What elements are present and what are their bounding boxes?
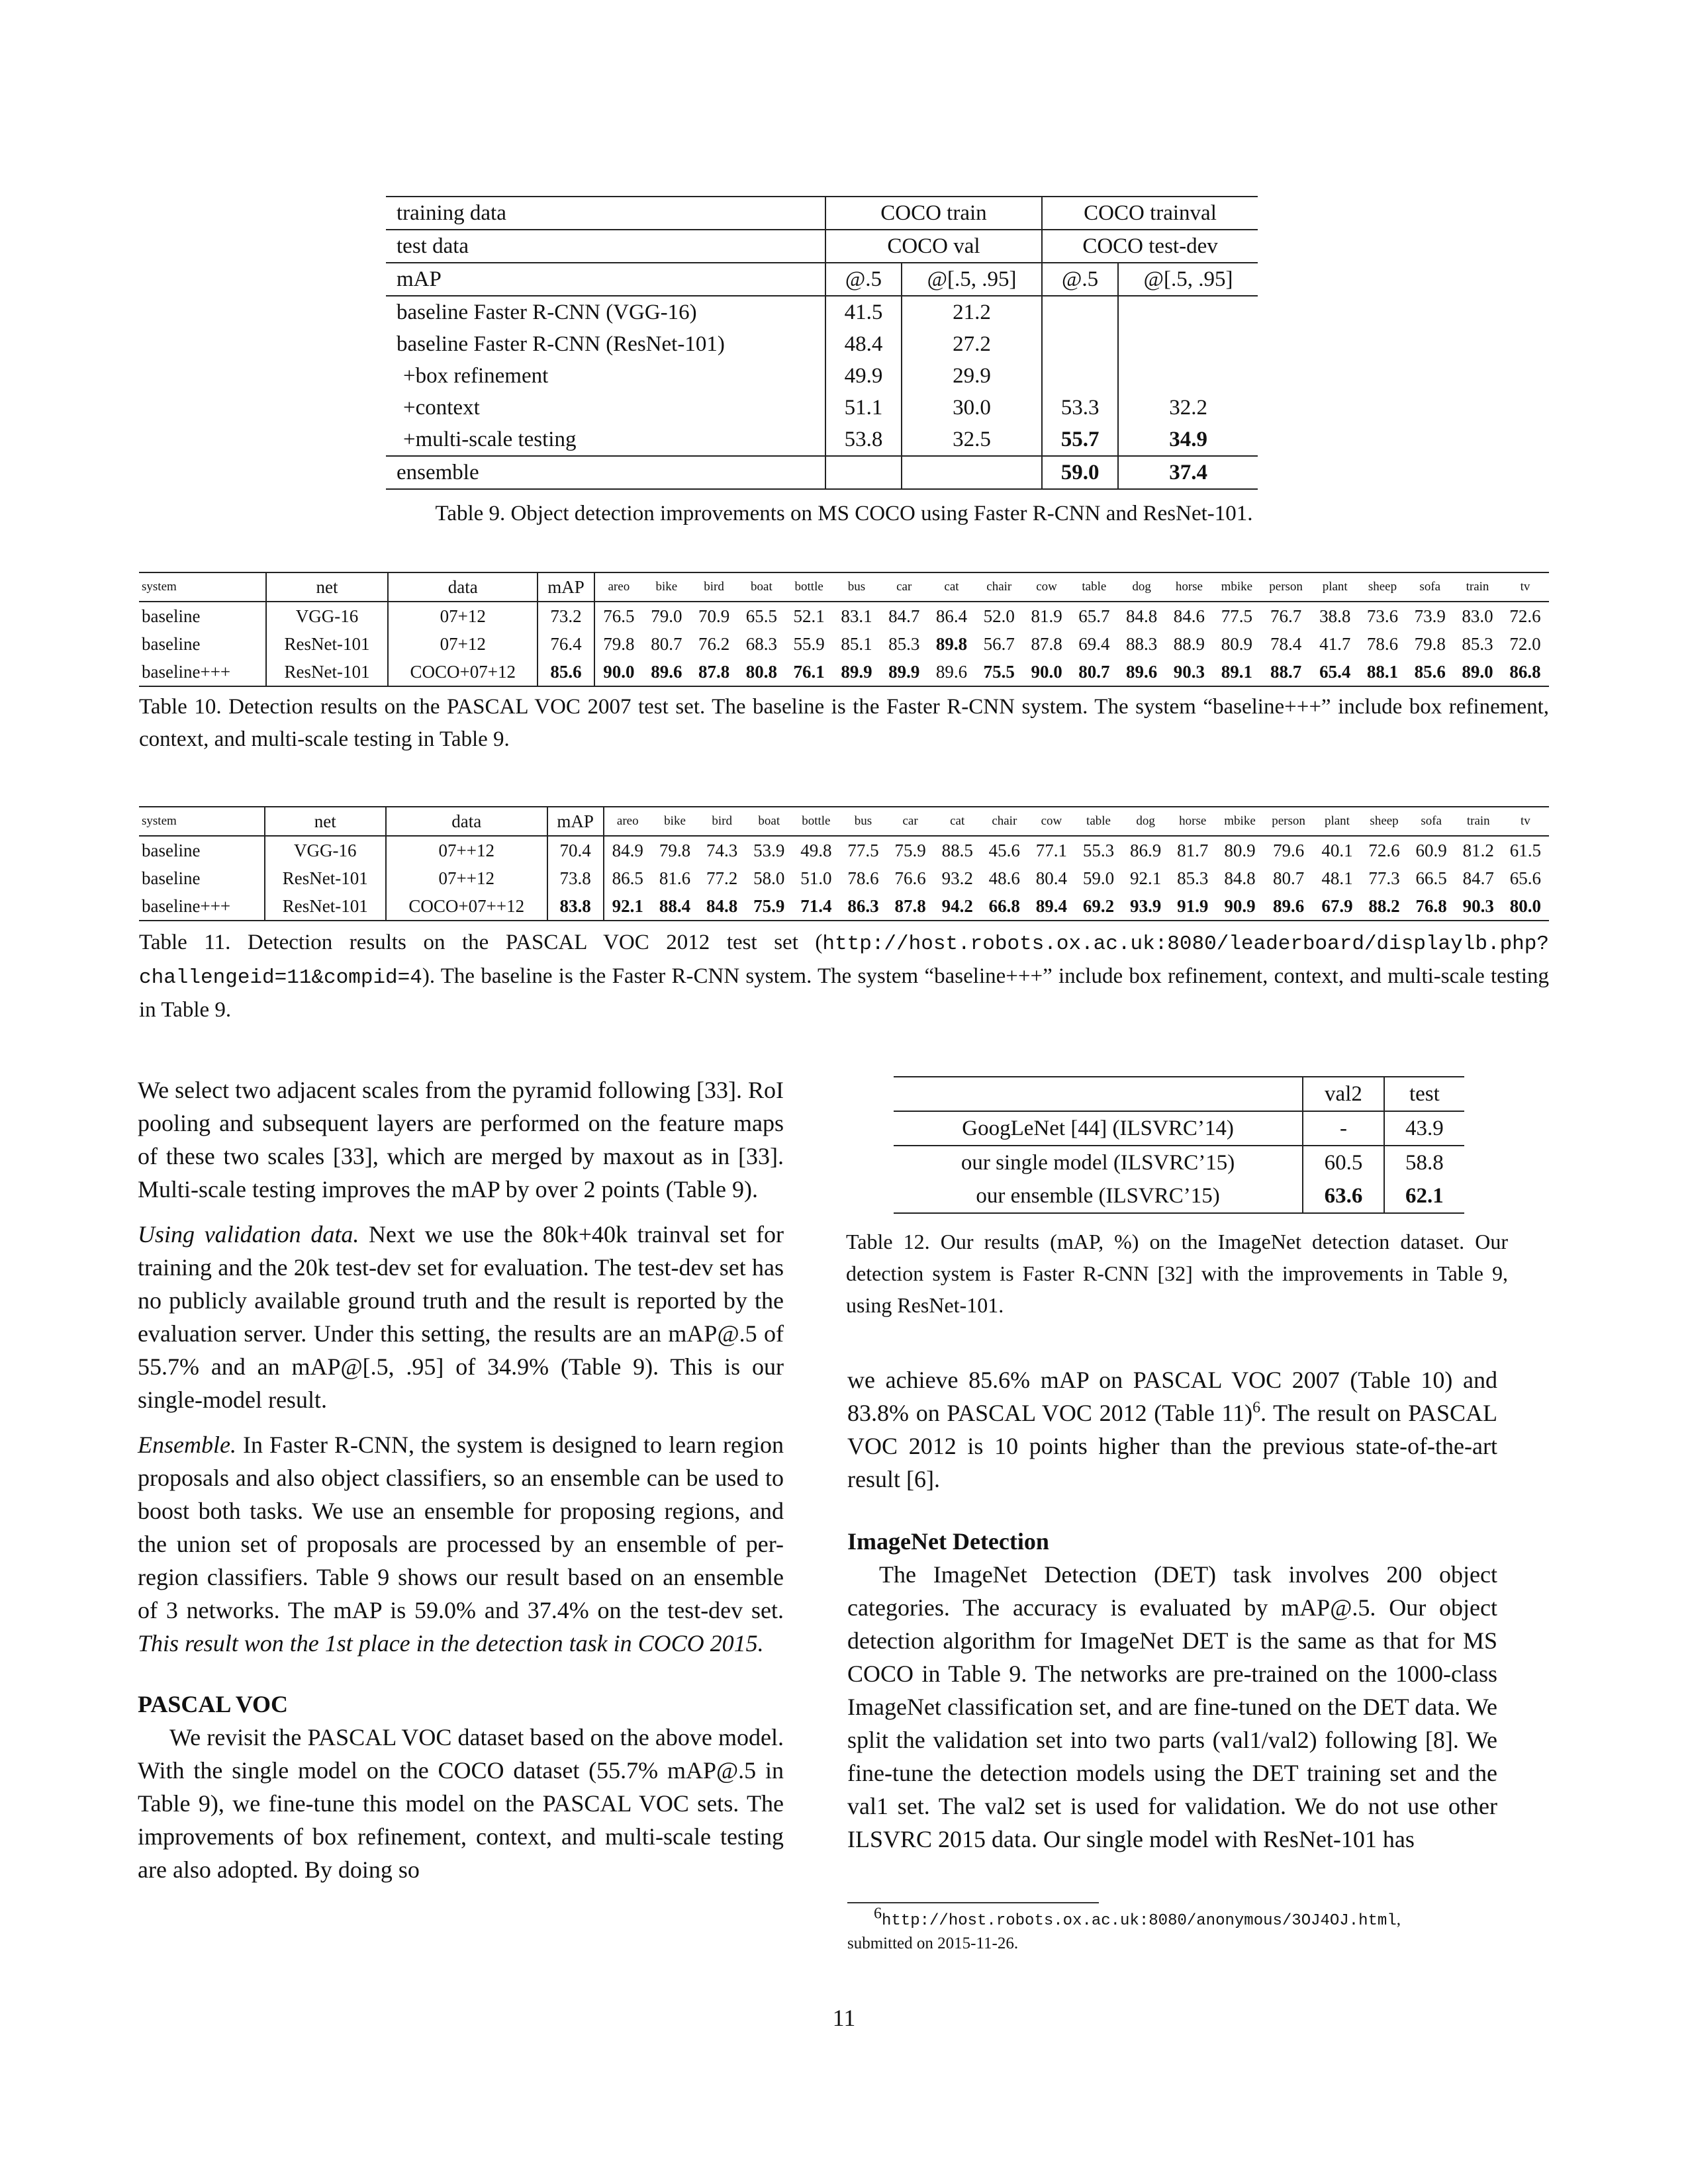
table-header-cell: sheep <box>1361 807 1408 836</box>
table-cell: 48.6 <box>988 868 1020 888</box>
table-row <box>386 424 1258 456</box>
table-header-cell: person <box>1260 572 1311 602</box>
table-cell: 51.0 <box>800 868 832 888</box>
table-header-cell: bottle <box>792 807 839 836</box>
table-cell: 65.6 <box>1509 868 1542 888</box>
paragraph: we achieve 85.6% mAP on PASCAL VOC 2007 (Table 10) and 83.8% on PASCAL VOC 2012 (Table 11)$^6$. The result on PASCAL VOC 2012 is 10 points higher than the previous state-of-the-art result [6]. <box>847 1367 1497 1492</box>
table-header-cell: bus <box>839 807 886 836</box>
table-cell: 77.2 <box>706 868 738 888</box>
table-cell: 93.9 <box>1122 892 1169 921</box>
table-cell: our ensemble (ILSVRC’15) <box>894 1179 1303 1213</box>
table-cell: 34.9 <box>1169 428 1207 451</box>
table-cell: 43.9 <box>1384 1111 1464 1146</box>
table-row <box>894 1146 1464 1179</box>
table-cell: 89.0 <box>1454 658 1501 686</box>
table-cell: 37.4 <box>1118 456 1258 489</box>
table-cell: 70.4 <box>547 836 604 864</box>
table-cell: 49.8 <box>800 841 832 860</box>
table-cell: VGG-16 <box>265 836 386 864</box>
table-cell: 80.9 <box>1221 634 1252 654</box>
table-cell: 84.8 <box>1126 606 1158 626</box>
table-header-cell: tv <box>1501 572 1549 602</box>
table-cell: 89.6 <box>1264 892 1314 921</box>
table-cell: val2 <box>1303 1077 1384 1111</box>
table-cell: 80.7 <box>1070 658 1118 686</box>
table-cell: 58.0 <box>753 868 785 888</box>
table-cell: test <box>1384 1077 1464 1111</box>
table-cell: ResNet-101 <box>265 864 386 892</box>
table-cell: 84.8 <box>698 892 745 921</box>
table-header-cell: car <box>887 807 934 836</box>
table-cell: 71.4 <box>792 892 839 921</box>
table-header-cell: bike <box>643 572 690 602</box>
table-header-cell: cat <box>928 572 976 602</box>
table-cell: 72.6 <box>1509 606 1541 626</box>
table-cell: 79.8 <box>1414 634 1446 654</box>
table-cell: ResNet-101 <box>266 630 389 658</box>
table-cell: 32.5 <box>902 424 1042 456</box>
table-cell: 45.6 <box>988 841 1020 860</box>
table-cell: 76.1 <box>785 658 833 686</box>
table-row <box>139 658 1549 686</box>
table-11 <box>139 806 1549 921</box>
table-cell: baseline <box>139 836 265 864</box>
table-header-cell: horse <box>1169 807 1216 836</box>
table-cell: 86.3 <box>839 892 886 921</box>
table-cell: 72.6 <box>1368 841 1400 860</box>
table-cell: 56.7 <box>983 634 1015 654</box>
table-header-cell: boat <box>745 807 792 836</box>
table-cell: 07++12 <box>386 836 547 864</box>
table-cell: 55.7 <box>1042 424 1118 456</box>
table-header-cell: areo <box>604 807 651 836</box>
table-cell <box>1042 296 1118 328</box>
table-cell: 73.8 <box>547 864 604 892</box>
table-cell: 90.3 <box>1455 892 1502 921</box>
table-cell <box>825 456 902 489</box>
table-cell: 76.6 <box>894 868 926 888</box>
table-header-cell: dog <box>1122 807 1169 836</box>
table-cell: 52.0 <box>983 606 1015 626</box>
table-cell: 66.8 <box>981 892 1028 921</box>
table-cell: 67.9 <box>1313 892 1360 921</box>
table-cell: 81.7 <box>1177 841 1209 860</box>
table-row <box>894 1179 1464 1213</box>
table-cell: baseline <box>139 864 265 892</box>
table-row <box>386 360 1258 392</box>
table-cell: 79.0 <box>651 606 682 626</box>
table-cell: baseline <box>139 630 266 658</box>
table-cell: 84.8 <box>1224 868 1256 888</box>
table-cell: training data <box>386 197 825 230</box>
paragraph: We select two adjacent scales from the pyramid following [33]. RoI pooling and subsequent layers are performed on the feature maps of these two scales [33], which are merged by maxout as in [33]. Multi-scale testing improves the mAP by over 2 points (Table 9). <box>138 1077 784 1203</box>
table-cell: baseline+++ <box>139 658 266 686</box>
table-cell: 76.2 <box>698 634 730 654</box>
table-cell: @.5 <box>825 263 902 296</box>
table-cell: baseline <box>139 602 266 630</box>
table-header-cell: mAP <box>547 807 604 836</box>
table-cell <box>1042 360 1118 392</box>
table-cell: 94.2 <box>934 892 981 921</box>
table-cell: 83.1 <box>841 606 872 626</box>
table-cell: 30.0 <box>902 392 1042 424</box>
table-row <box>386 456 1258 489</box>
table-cell: 59.0 <box>1082 868 1115 888</box>
table-cell <box>902 456 1042 489</box>
section-heading: PASCAL VOC <box>138 1691 288 1717</box>
table-header-cell: plant <box>1311 572 1359 602</box>
table-cell: 87.8 <box>887 892 934 921</box>
table-cell: 88.4 <box>651 892 698 921</box>
table-cell: 41.7 <box>1319 634 1351 654</box>
left-column <box>138 1073 784 1886</box>
table-cell: 79.8 <box>603 634 635 654</box>
paragraph: The ImageNet Detection (DET) task involves 200 object categories. The accuracy is evaluated by mAP@.5. Our object detection algorithm for ImageNet DET is the same as that for MS COCO in Table 9. The networks are pre-trained on the 1000-class ImageNet classification set, and are fine-tuned on the DET data. We split the validation set into two parts (val1/val2) following [8]. We fine-tune the detection models using the DET training set and the val1 set. The val2 set is used for validation. We do not use other ILSVRC 2015 data. Our single model with ResNet-101 has <box>847 1561 1497 1852</box>
table-cell: 92.1 <box>604 892 651 921</box>
table-cell: 07+12 <box>388 602 538 630</box>
table-header-cell: system <box>139 572 266 602</box>
table-cell: 63.6 <box>1303 1179 1384 1213</box>
table-cell: 88.1 <box>1359 658 1407 686</box>
table-cell: 89.1 <box>1213 658 1260 686</box>
table-10 <box>139 572 1549 687</box>
table-cell: 53.8 <box>825 424 902 456</box>
table-cell: 55.3 <box>1082 841 1115 860</box>
table-cell: 62.1 <box>1384 1179 1464 1213</box>
table-cell: 85.6 <box>538 658 594 686</box>
table-cell: 73.6 <box>1366 606 1399 626</box>
table-cell: 79.6 <box>1272 841 1305 860</box>
table-cell: 85.1 <box>841 634 872 654</box>
table-cell: GoogLeNet [44] (ILSVRC’14) <box>894 1111 1303 1146</box>
table-cell: 58.8 <box>1405 1151 1444 1175</box>
table-cell: 75.5 <box>975 658 1023 686</box>
table-cell: 29.9 <box>902 360 1042 392</box>
table-cell: 89.6 <box>928 658 976 686</box>
table-cell: 21.2 <box>902 296 1042 328</box>
table-cell: 76.4 <box>538 630 594 658</box>
table-header-row <box>139 807 1549 836</box>
table-header-cell: areo <box>594 572 643 602</box>
table-cell: 90.0 <box>594 658 643 686</box>
table-cell: 89.4 <box>1028 892 1075 921</box>
table-cell: - <box>1303 1111 1384 1146</box>
table-cell: 75.9 <box>745 892 792 921</box>
table-9-caption: Table 9. Object detection improvements on MS COCO using Faster R-CNN and ResNet-101. <box>435 502 1253 525</box>
table-header-row <box>139 572 1549 602</box>
table-cell: 27.2 <box>902 328 1042 360</box>
table-header-cell: bottle <box>785 572 833 602</box>
table-cell: 40.1 <box>1321 841 1353 860</box>
table-12-caption: Table 12. Our results (mAP, %) on the ImageNet detection dataset. Our detection system is Faster R-CNN [32] with the improvements in Table 9, using ResNet-101. <box>846 1230 1508 1317</box>
table-header-cell: train <box>1454 572 1501 602</box>
table-header-cell: mbike <box>1216 807 1263 836</box>
table-cell <box>1118 328 1258 360</box>
table-header-cell: table <box>1075 807 1122 836</box>
table-header-cell: sheep <box>1359 572 1407 602</box>
table-header-cell: bus <box>833 572 880 602</box>
table-row <box>139 602 1549 630</box>
table-cell: 76.8 <box>1408 892 1455 921</box>
table-cell: 53.3 <box>1042 392 1118 424</box>
table-cell: 81.9 <box>1031 606 1062 626</box>
table-cell: 77.5 <box>1221 606 1252 626</box>
table-header-cell: data <box>388 572 538 602</box>
table-cell: 88.5 <box>941 841 973 860</box>
table-cell: 65.5 <box>745 606 777 626</box>
table-header-cell: table <box>1070 572 1118 602</box>
table-row <box>386 296 1258 328</box>
table-cell: 81.2 <box>1462 841 1494 860</box>
footnote: $^6$http://host.robots.ox.ac.uk:8080/anonymous/3OJ4OJ.html, submitted on 2015-11-26. <box>847 1905 1401 1952</box>
table-cell: 78.6 <box>847 868 879 888</box>
table-header-cell: boat <box>737 572 785 602</box>
table-12 <box>894 1076 1464 1214</box>
table-cell: 70.9 <box>698 606 730 626</box>
table-header-cell: bird <box>690 572 738 602</box>
table-cell: +box refinement <box>386 360 825 392</box>
table-cell: 60.5 <box>1303 1146 1384 1179</box>
table-cell: 66.5 <box>1415 868 1447 888</box>
table-cell: 88.3 <box>1126 634 1158 654</box>
table-cell: baseline Faster R-CNN (VGG-16) <box>386 296 825 328</box>
footnote-link[interactable]: http://host.robots.ox.ac.uk:8080/anonymous/3OJ4OJ.html <box>882 1912 1397 1930</box>
table-cell: 69.4 <box>1078 634 1110 654</box>
table-cell: +context <box>386 392 825 424</box>
table-cell: 73.2 <box>538 602 594 630</box>
table-header-cell: net <box>265 807 386 836</box>
table-cell: 77.1 <box>1035 841 1068 860</box>
table-header-cell: mbike <box>1213 572 1260 602</box>
table-cell: 80.7 <box>1272 868 1305 888</box>
table-cell: 85.3 <box>888 634 920 654</box>
table-cell: 74.3 <box>706 841 738 860</box>
table-cell: 91.9 <box>1169 892 1216 921</box>
table-cell: 53.9 <box>753 841 785 860</box>
section-heading: ImageNet Detection <box>847 1528 1049 1555</box>
table-row <box>386 328 1258 360</box>
table-cell: ResNet-101 <box>266 658 389 686</box>
table-cell: 76.7 <box>1270 606 1302 626</box>
table-cell: 90.0 <box>1023 658 1070 686</box>
footnote-rule <box>847 1902 1099 1903</box>
table-cell: 89.8 <box>935 634 968 654</box>
table-header-cell: sofa <box>1408 807 1455 836</box>
table-cell: 83.0 <box>1462 606 1493 626</box>
table-cell: 55.9 <box>793 634 825 654</box>
table-cell <box>1042 328 1118 360</box>
table-cell: 93.2 <box>941 868 973 888</box>
table-cell: 79.8 <box>659 841 691 860</box>
table-cell: 48.4 <box>825 328 902 360</box>
right-column <box>847 1363 1497 1856</box>
table-cell: 72.0 <box>1509 634 1541 654</box>
table-header-cell: cat <box>934 807 981 836</box>
table-header-cell: bird <box>698 807 745 836</box>
table-cell <box>1118 360 1258 392</box>
table-cell: 85.3 <box>1462 634 1493 654</box>
table-row <box>139 836 1549 864</box>
table-header-cell: dog <box>1118 572 1166 602</box>
table-cell: 86.5 <box>612 868 643 888</box>
table-header-cell: system <box>139 807 265 836</box>
table-cell: 89.6 <box>1118 658 1166 686</box>
table-cell: 90.3 <box>1166 658 1213 686</box>
paragraph: Ensemble. In Faster R-CNN, the system is designed to learn region proposals and also object classifiers, so an ensemble can be used to boost both tasks. We use an ensemble for proposing regions, and the union set of proposals are processed by an ensemble of per-region classifiers. Table 9 shows our result based on an ensemble of 3 networks. The mAP is 59.0% and 37.4% on the test-dev set. This result won the 1st place in the detection task in COCO 2015. <box>138 1432 784 1657</box>
table-11-caption: Table 11. Detection results on the PASCAL VOC 2012 test set (http://host.robots.ox.ac.uk:8080/leaderboard/displaylb.php?challengeid=11&compid=4). The baseline is the Faster R-CNN system. The system “baseline+++” include box refinement, context, and multi-scale testing in Table 9. <box>139 931 1549 1022</box>
table-cell: 84.7 <box>1462 868 1494 888</box>
table-cell: 85.6 <box>1406 658 1454 686</box>
table-header-cell: sofa <box>1406 572 1454 602</box>
page-number: 11 <box>832 2005 856 2031</box>
table-cell: 32.2 <box>1169 396 1207 420</box>
table-cell: 90.9 <box>1216 892 1263 921</box>
table-cell: VGG-16 <box>266 602 389 630</box>
table-header-cell: cow <box>1028 807 1075 836</box>
table-cell <box>1118 296 1258 328</box>
table-header-cell: net <box>266 572 389 602</box>
table-cell: @[.5, .95] <box>1118 263 1258 296</box>
table-cell: 75.9 <box>894 841 926 860</box>
table-cell: 48.1 <box>1321 868 1353 888</box>
table-cell: mAP <box>386 263 825 296</box>
table-cell: 80.7 <box>651 634 682 654</box>
table-header-cell: plant <box>1313 807 1360 836</box>
table-cell: 49.9 <box>825 360 902 392</box>
table-cell: COCO+07+12 <box>388 658 538 686</box>
table-cell: test data <box>386 230 825 263</box>
table-cell: 68.3 <box>745 634 777 654</box>
table-cell: COCO trainval <box>1042 197 1258 230</box>
table-row <box>139 892 1549 921</box>
table-header-cell: bike <box>651 807 698 836</box>
table-header-cell: car <box>880 572 928 602</box>
table-cell: baseline+++ <box>139 892 265 921</box>
table-cell: baseline Faster R-CNN (ResNet-101) <box>386 328 825 360</box>
table-cell: 89.6 <box>643 658 690 686</box>
table-cell: 88.9 <box>1173 634 1205 654</box>
table-cell: 86.9 <box>1130 841 1162 860</box>
table-cell: 80.4 <box>1035 868 1068 888</box>
table-header-cell: data <box>386 807 547 836</box>
paragraph: We revisit the PASCAL VOC dataset based on the above model. With the single model on the COCO dataset (55.7% mAP@.5 in Table 9), we fine-tune this model on the PASCAL VOC sets. The improvements of box refinement, context, and multi-scale testing are also adopted. By doing so <box>138 1724 784 1883</box>
table-cell: COCO test-dev <box>1042 230 1258 263</box>
table-cell: 38.8 <box>1319 606 1351 626</box>
table-cell: ensemble <box>386 456 825 489</box>
table-cell: 77.3 <box>1368 868 1400 888</box>
table-cell: 07++12 <box>386 864 547 892</box>
table-cell: 41.5 <box>825 296 902 328</box>
table-cell: 87.8 <box>1031 634 1062 654</box>
paragraph: Using validation data. Next we use the 80k+40k trainval set for training and the 20k test-dev set for evaluation. The test-dev set has no publicly available ground truth and the result is reported by the evaluation server. Under this setting, the results are an mAP@.5 of 55.7% and an mAP@[.5, .95] of 34.9% (Table 9). This is our single-model result. <box>138 1221 784 1413</box>
table-cell: 78.4 <box>1270 634 1302 654</box>
table-cell: 80.9 <box>1224 841 1256 860</box>
table-cell: 80.8 <box>737 658 785 686</box>
table-row <box>386 392 1258 424</box>
table-cell: 83.8 <box>547 892 604 921</box>
table-cell: 81.6 <box>659 868 691 888</box>
table-cell: 65.4 <box>1311 658 1359 686</box>
table-cell: COCO val <box>825 230 1042 263</box>
table-header-cell: tv <box>1502 807 1549 836</box>
table-header-cell: horse <box>1166 572 1213 602</box>
table-header-cell: train <box>1455 807 1502 836</box>
table-cell: 88.2 <box>1361 892 1408 921</box>
table-cell: 87.8 <box>690 658 738 686</box>
table-cell: 76.5 <box>603 606 635 626</box>
table-header-cell: chair <box>981 807 1028 836</box>
table-cell: COCO+07++12 <box>386 892 547 921</box>
table-cell: +multi-scale testing <box>386 424 825 456</box>
table-header-cell: mAP <box>538 572 594 602</box>
leaderboard-link[interactable]: http://host.robots.ox.ac.uk:8080/leaderboard/displaylb.php?challengeid=11&compid=4 <box>139 933 1549 989</box>
table-cell: 86.8 <box>1501 658 1549 686</box>
table-cell: @[.5, .95] <box>902 263 1042 296</box>
table-cell: 88.7 <box>1260 658 1311 686</box>
table-row <box>139 864 1549 892</box>
table-header-cell: person <box>1264 807 1314 836</box>
table-cell: 73.9 <box>1414 606 1446 626</box>
table-cell: 89.9 <box>833 658 880 686</box>
table-cell: 80.0 <box>1502 892 1549 921</box>
table-cell: 89.9 <box>880 658 928 686</box>
table-cell: 65.7 <box>1078 606 1110 626</box>
table-cell: 84.9 <box>612 841 643 860</box>
table-cell: 92.1 <box>1130 868 1162 888</box>
table-cell: COCO train <box>825 197 1042 230</box>
table-cell: 52.1 <box>793 606 825 626</box>
table-cell: 84.6 <box>1173 606 1205 626</box>
table-cell <box>894 1077 1303 1111</box>
table-cell: 60.9 <box>1415 841 1447 860</box>
table-header-cell: chair <box>975 572 1023 602</box>
table-cell: 59.0 <box>1042 456 1118 489</box>
table-cell: 85.3 <box>1177 868 1209 888</box>
table-header-cell: cow <box>1023 572 1070 602</box>
table-cell: 77.5 <box>847 841 879 860</box>
table-9 <box>386 196 1258 490</box>
table-cell: 69.2 <box>1075 892 1122 921</box>
table-cell: 61.5 <box>1509 841 1542 860</box>
table-row <box>139 630 1549 658</box>
table-10-caption: Table 10. Detection results on the PASCAL VOC 2007 test set. The baseline is the Faster R-CNN system. The system “baseline+++” include box refinement, context, and multi-scale testing in Table 9. <box>139 695 1549 751</box>
table-cell: 84.7 <box>888 606 920 626</box>
table-cell: 78.6 <box>1366 634 1399 654</box>
table-cell: 07+12 <box>388 630 538 658</box>
table-cell: @.5 <box>1042 263 1118 296</box>
table-row <box>894 1111 1464 1146</box>
table-cell: our single model (ILSVRC’15) <box>894 1146 1303 1179</box>
table-cell: 86.4 <box>935 606 968 626</box>
table-cell: ResNet-101 <box>265 892 386 921</box>
table-cell: 51.1 <box>825 392 902 424</box>
